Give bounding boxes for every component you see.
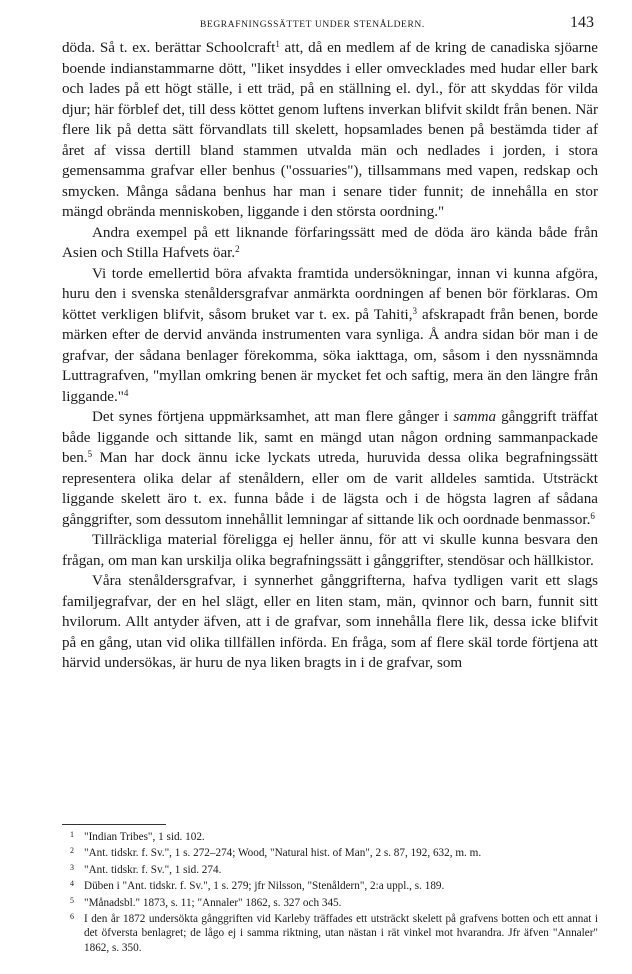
footnote-reference: 3: [412, 305, 418, 316]
text-segment: Våra stenåldersgrafvar, i synnerhet gånggrifterna, hafva tydligen varit ett slags familjegrafvar, der en hel slägt, eller en liten stam, män, qvinnor och barn, funnit sitt hvilorum. Allt antyder äfven, att i de grafvar, som innehålla flere lik, dessa icke blifvit på en gång, utan vid olika tillfällen införda. En fråga, som af flere skäl torde förtjena att härvid undersökas, är huru de nya liken bragts in i de grafvar, som: [62, 573, 598, 671]
paragraph: [62, 530, 598, 571]
footnotes: [62, 828, 598, 955]
footnote: [62, 910, 598, 955]
footnote-mark: 4: [70, 879, 74, 889]
footnote-mark: 6: [70, 912, 74, 922]
footnote-mark: 3: [70, 862, 74, 872]
page-number: 143: [570, 14, 594, 31]
text-segment: döda. Så t. ex. berättar Schoolcraft: [62, 40, 276, 56]
footnote-mark: 2: [70, 846, 74, 856]
footnote-text: "Månadsbl." 1873, s. 11; "Annaler" 1862, s. 327 och 345.: [84, 896, 342, 909]
text-segment: Det synes förtjena uppmärksamhet, att man flere gånger i: [92, 409, 454, 425]
paragraph: [62, 223, 598, 264]
footnote-reference: 4: [123, 387, 129, 398]
text-segment: Man har dock ännu icke lyckats utreda, huruvida dessa olika begrafningssätt representera olika delar af stenåldern, eller om de varit alldeles samtida. Utsträckt liggande skelett äro t. ex. funna både i de lägsta och i de högsta lagren af sådana gånggrifter, som dessutom innehållit lemningar af sittande lik och oordnade benmassor.: [62, 450, 598, 528]
footnote: [62, 894, 598, 910]
text-segment: Vi torde emellertid böra afvakta framtida undersökningar, innan vi kunna afgöra, huru den i svenska stenåldersgrafvar anmärkta oordningen af benen bör förklaras. Om köttet verkligen blifvit, såsom bruket var t. ex. på Tahiti,: [62, 265, 598, 323]
footnote-mark: 5: [70, 895, 74, 905]
footnote-reference: 2: [235, 244, 240, 254]
page-header: [62, 14, 604, 38]
footnote-mark: 1: [70, 830, 74, 839]
text-segment: Andra exempel på ett liknande förfaringssätt med de döda äro kända både från Asien och Stilla Hafvets öar.: [62, 224, 598, 261]
main-text: [62, 38, 598, 674]
paragraph: [62, 407, 598, 530]
text-segment: gånggrift träffat både liggande och sittande lik, samt en mängd utan någon ordning sammanpackade ben.: [62, 409, 599, 466]
emphasis-text: samma: [453, 409, 497, 425]
footnote: [62, 861, 598, 877]
paragraph: [62, 38, 598, 223]
footnote: [62, 828, 598, 844]
paragraph: [62, 264, 598, 408]
footnote-text: I den år 1872 undersökta gånggriften vid Karleby träffades ett utsträckt skelett på grafvens botten och ett annat i det öfversta benlagret; de lågo ej i samma riktning, utan nästan i rät vinkel mot hvarandra. Jfr äfven "Annaler" 1862, s. 350.: [84, 913, 598, 954]
footnote-reference: 5: [87, 449, 93, 459]
footnote: [62, 877, 598, 893]
running-head: BEGRAFNINGSSÄTTET UNDER STENÅLDERN.: [200, 20, 425, 30]
footnote-text: Düben i "Ant. tidskr. f. Sv.", 1 s. 279; jfr Nilsson, "Stenåldern", 2:a uppl., s. 189.: [84, 880, 445, 893]
paragraph: [62, 571, 598, 674]
text-segment: afskrapadt från benen, borde märken efter de dervid använda instrumenten vara synliga. Å andra sidan bör man i de grafvar, der sådana benlager förekomma, söka iakttaga, om, såsom i den nyssnämnda Luttragrafven, "myllan omkring benen är mycket fet och saftig, mera än den längre från liggande.": [62, 306, 599, 405]
footnote-divider: [62, 824, 166, 825]
footnote-reference: 6: [590, 510, 595, 521]
footnote-text: "Ant. tidskr. f. Sv.", 1 sid. 274.: [84, 863, 222, 876]
footnote-text: "Indian Tribes", 1 sid. 102.: [84, 831, 205, 843]
footnote-reference: 1: [275, 39, 280, 49]
text-segment: att, då en medlem af de kring de canadiska sjöarne boende indianstammarne dött, "liket insyddes i eller omvecklades med hudar eller bark och lades på ett högt ställe, i ett träd, på en ställning el. dyl., för att skyddas för vilda djur; här förblef det, till dess köttet genom luftens inverkan blifvit skildt från benen. När flere lik på detta sätt förvandlats till skelett, hopsamlades benen på bestämda tider af året af vissa dertill bland stammen utvalda män och nedlades i jorden, i stora gemensamma grafvar eller benhus ("ossuaries"), tillsammans med vapen, redskap och smycken. Många sådana benhus har man i senare tider funnit; de innehålla en stor mängd obrända menniskoben, liggande i den största oordning.": [62, 40, 598, 220]
text-segment: Tillräckliga material föreligga ej heller ännu, för att vi skulle kunna besvara den frågan, om man kan urskilja olika begrafningssätt i gånggrifter, stendösar och hällkistor.: [62, 532, 598, 569]
footnote: [62, 844, 598, 860]
footnote-text: "Ant. tidskr. f. Sv.", 1 s. 272–274; Wood, "Natural hist. of Man", 2 s. 87, 192, 632, m. m.: [84, 847, 482, 860]
